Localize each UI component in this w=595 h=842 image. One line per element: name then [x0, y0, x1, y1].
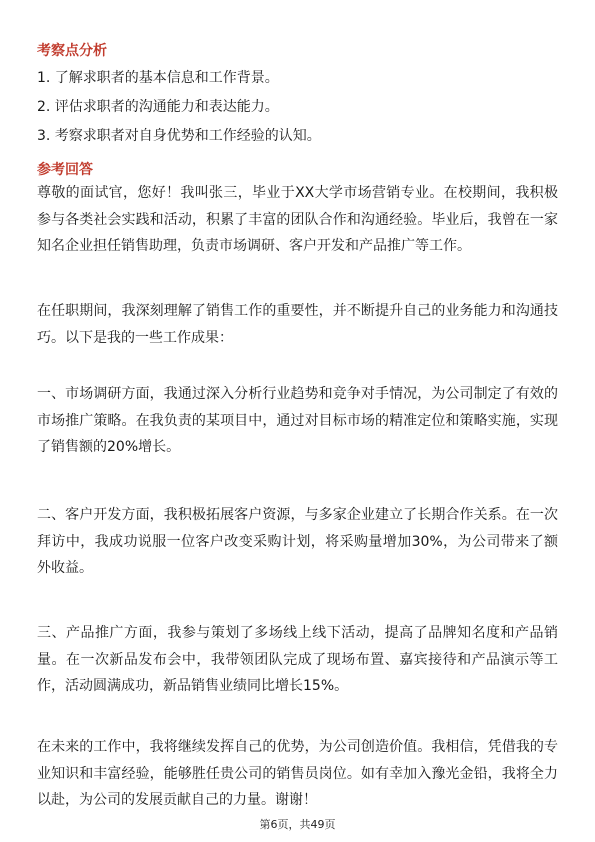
answer-paragraph: 尊敬的面试官，您好！我叫张三，毕业于XX大学市场营销专业。在校期间，我积极参与各类社会实践和活动，积累了丰富的团队合作和沟通经验。毕业后，我曾在一家知名企业担任销售助理，负责市场调研、客户开发和产品推广等工作。: [37, 185, 558, 254]
cropped-previous-line: [36, 0, 196, 7]
answer-paragraph: 在未来的工作中，我将继续发挥自己的优势，为公司创造价值。我相信，凭借我的专业知识和丰富经验，能够胜任贵公司的销售员岗位。如有幸加入豫光金铅，我将全力以赴，为公司的发展贡献自己的力量。谢谢！: [37, 739, 558, 808]
answer-paragraph: 二、客户开发方面，我积极拓展客户资源，与多家企业建立了长期合作关系。在一次拜访中，我成功说服一位客户改变采购计划，将采购量增加30%，为公司带来了额外收益。: [37, 507, 558, 576]
page-number: 第6页，共49页: [259, 818, 336, 831]
analysis-item: 1. 了解求职者的基本信息和工作背景。: [37, 70, 279, 86]
answer-heading: 参考回答: [37, 162, 93, 178]
answer-paragraph: 三、产品推广方面，我参与策划了多场线上线下活动，提高了品牌知名度和产品销量。在一次新品发布会中，我带领团队完成了现场布置、嘉宾接待和产品演示等工作，活动圆满成功，新品销售业绩同比增长15%。: [37, 625, 558, 694]
analysis-item: 3. 考察求职者对自身优势和工作经验的认知。: [37, 128, 321, 144]
answer-paragraph: 一、市场调研方面，我通过深入分析行业趋势和竞争对手情况，为公司制定了有效的市场推广策略。在我负责的某项目中，通过对目标市场的精准定位和策略实施，实现了销售额的20%增长。: [37, 386, 558, 455]
analysis-item: 2. 评估求职者的沟通能力和表达能力。: [37, 99, 279, 115]
analysis-heading: 考察点分析: [37, 43, 107, 59]
answer-paragraph: 在任职期间，我深刻理解了销售工作的重要性，并不断提升自己的业务能力和沟通技巧。以下是我的一些工作成果：: [37, 303, 558, 346]
